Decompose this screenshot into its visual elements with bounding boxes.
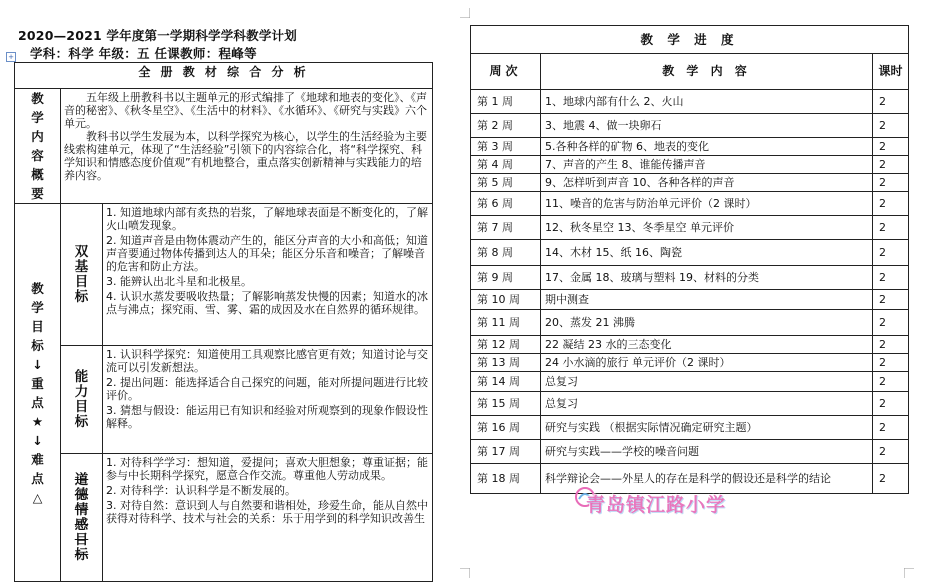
content-column-header: 教 学 内 容 — [541, 54, 873, 90]
ability-goals-text — [103, 346, 433, 454]
hours-cell: 2 — [873, 290, 909, 310]
goal-item: 2. 知道声音是由物体震动产生的，能区分声音的大小和高低；知道声音要通过物体传播到达人的耳朵；能区分乐音和噪音；了解噪音的危害和防止方法。 — [106, 234, 428, 273]
basic-goals-text — [103, 204, 433, 346]
content-cell: 研究与实践——学校的噪音问题 — [541, 440, 873, 464]
label-char: 容 — [31, 148, 44, 163]
week-cell: 第 13 周 — [471, 354, 541, 372]
label-char: 内 — [31, 129, 44, 144]
label-char: 学 — [31, 299, 44, 315]
week-cell: 第 14 周 — [471, 372, 541, 392]
schedule-row — [471, 240, 909, 266]
crop-mark-icon — [460, 8, 470, 18]
hours-column-header: 课时 — [873, 54, 909, 90]
hours-cell: 2 — [873, 310, 909, 336]
week-cell: 第 10 周 — [471, 290, 541, 310]
goals-label — [15, 204, 61, 582]
week-cell: 第 4 周 — [471, 156, 541, 174]
goal-item: 1. 对待科学学习：想知道，爱提问；喜欢大胆想象；尊重证据；能参与中长期科学探究，愿意合作交流。尊重他人劳动成果。 — [106, 456, 428, 482]
schedule-row — [471, 464, 909, 494]
summary-paragraph-1: 五年级上册教科书以主题单元的形式编排了《地球和地表的变化》、《声音的秘密》、《秋冬星空》、《生活中的材料》、《水循环》、《研究与实践》六个单元。 — [64, 91, 427, 130]
schedule-row — [471, 174, 909, 192]
content-cell: 1、地球内部有什么 2、火山 — [541, 90, 873, 114]
goal-item: 3. 能辨认出北斗星和北极星。 — [106, 275, 252, 288]
crop-mark-icon — [904, 568, 914, 578]
content-cell: 研究与实践 （根据实际情况确定研究主题） — [541, 416, 873, 440]
label-char: 双 — [74, 243, 89, 260]
hours-cell: 2 — [873, 372, 909, 392]
content-cell: 7、声音的产生 8、谁能传播声音 — [541, 156, 873, 174]
label-char: 目 — [74, 531, 89, 548]
goal-item: 1. 知道地球内部有炙热的岩浆，了解地球表面是不断变化的，了解火山喷发现象。 — [106, 206, 428, 232]
content-cell: 14、木材 15、纸 16、陶瓷 — [541, 240, 873, 266]
label-char: 点 — [31, 470, 44, 486]
schedule-row — [471, 156, 909, 174]
label-char: 感 — [74, 516, 89, 533]
hours-cell: 2 — [873, 114, 909, 138]
label-char: 难 — [31, 451, 44, 467]
label-char: 力 — [74, 383, 89, 400]
week-cell: 第 15 周 — [471, 392, 541, 416]
content-cell: 期中测查 — [541, 290, 873, 310]
week-cell: 第 2 周 — [471, 114, 541, 138]
week-column-header: 周次 — [471, 54, 541, 90]
content-cell: 22 凝结 23 水的三态变化 — [541, 336, 873, 354]
hours-cell: 2 — [873, 336, 909, 354]
label-char: 目 — [31, 318, 44, 334]
schedule-row — [471, 90, 909, 114]
schedule-row — [471, 354, 909, 372]
week-cell: 第 12 周 — [471, 336, 541, 354]
label-char: 教 — [31, 280, 44, 296]
schedule-row — [471, 372, 909, 392]
schedule-row — [471, 392, 909, 416]
moral-goals-text — [103, 454, 433, 582]
hours-cell: 2 — [873, 416, 909, 440]
summary-paragraph-2: 教科书以学生发展为本，以科学探究为核心，以学生的生活经验为主要线索构建单元，体现了“生活经验”引领下的内容综合化，将“科学探究、科学知识和情感态度价值观”有机地整合，重点落实创新精神与实践能力的培养内容。 — [64, 130, 427, 182]
plan-subtitle: 学科：科学 年级：五 任课教师：程峰等 — [30, 46, 257, 61]
hours-cell: 2 — [873, 464, 909, 494]
label-char: 目 — [74, 398, 89, 415]
schedule-row — [471, 440, 909, 464]
label-char: 目 — [74, 273, 89, 290]
analysis-table — [14, 62, 433, 582]
label-char: ↓ — [32, 432, 43, 448]
content-cell: 3、地震 4、做一块卵石 — [541, 114, 873, 138]
schedule-row — [471, 336, 909, 354]
goal-item: 4. 认识水蒸发要吸收热量；了解影响蒸发快慢的因素；知道水的冰点与沸点；探究雨、雪、雾、霜的成因及水在自然界的循环规律。 — [106, 290, 428, 316]
label-char: 能 — [74, 368, 89, 385]
content-cell: 12、秋冬星空 13、冬季星空 单元评价 — [541, 216, 873, 240]
week-cell: 第 8 周 — [471, 240, 541, 266]
label-char: 道 — [74, 471, 89, 488]
content-cell: 11、噪音的危害与防治单元评价（2 课时） — [541, 192, 873, 216]
hours-cell: 2 — [873, 266, 909, 290]
schedule-title: 教 学 进 度 — [471, 26, 909, 54]
week-cell: 第 6 周 — [471, 192, 541, 216]
week-cell: 第 16 周 — [471, 416, 541, 440]
schedule-row — [471, 266, 909, 290]
label-char: 概 — [31, 167, 44, 182]
moral-goals-label — [61, 454, 103, 582]
schedule-row — [471, 290, 909, 310]
basic-goals-label — [61, 204, 103, 346]
table-move-handle-icon[interactable]: + — [6, 52, 16, 62]
content-cell: 24 小水滴的旅行 单元评价（2 课时） — [541, 354, 873, 372]
goal-item: 2. 对待科学：认识科学是不断发展的。 — [106, 484, 296, 497]
week-cell: 第 3 周 — [471, 138, 541, 156]
school-watermark: 青岛镇江路小学 — [586, 494, 727, 516]
content-cell: 科学辩论会——外星人的存在是科学的假设还是科学的结论 — [541, 464, 873, 494]
week-cell: 第 1 周 — [471, 90, 541, 114]
week-cell: 第 11 周 — [471, 310, 541, 336]
label-char: ★ — [31, 413, 44, 429]
label-char: 重 — [31, 375, 44, 391]
schedule-row — [471, 192, 909, 216]
hours-cell: 2 — [873, 216, 909, 240]
analysis-section-title: 全 册 教 材 综 合 分 析 — [15, 63, 433, 89]
content-cell: 总复习 — [541, 372, 873, 392]
hours-cell: 2 — [873, 192, 909, 216]
content-cell: 20、蒸发 21 沸腾 — [541, 310, 873, 336]
label-char: 基 — [74, 258, 89, 275]
schedule-row — [471, 310, 909, 336]
schedule-table — [470, 25, 909, 494]
label-char: 标 — [74, 288, 89, 305]
content-cell: 9、怎样听到声音 10、各种各样的声音 — [541, 174, 873, 192]
plan-title: 2020—2021 学年度第一学期科学学科教学计划 — [18, 28, 297, 43]
hours-cell: 2 — [873, 392, 909, 416]
label-char: 标 — [31, 337, 44, 353]
week-cell: 第 9 周 — [471, 266, 541, 290]
label-char: △ — [32, 489, 43, 505]
content-cell: 5.各种各样的矿物 6、地表的变化 — [541, 138, 873, 156]
content-cell: 17、金属 18、玻璃与塑料 19、材料的分类 — [541, 266, 873, 290]
schedule-row — [471, 416, 909, 440]
label-char: 标 — [74, 546, 89, 563]
content-cell: 总复习 — [541, 392, 873, 416]
label-char: ↓ — [32, 356, 43, 372]
goal-item: 3. 猜想与假设：能运用已有知识和经验对所观察到的现象作假设性解释。 — [106, 404, 428, 430]
goal-item: 1. 认识科学探究：知道使用工具观察比感官更有效；知道讨论与交流可以引发新想法。 — [106, 348, 428, 374]
schedule-row — [471, 216, 909, 240]
label-char: 要 — [31, 186, 44, 201]
week-cell: 第 5 周 — [471, 174, 541, 192]
label-char: 教 — [31, 91, 44, 106]
summary-text — [61, 89, 433, 204]
hours-cell: 2 — [873, 156, 909, 174]
label-char: 学 — [31, 110, 44, 125]
hours-cell: 2 — [873, 90, 909, 114]
label-char: 情 — [74, 501, 89, 518]
week-cell: 第 7 周 — [471, 216, 541, 240]
goal-item: 2. 提出问题：能选择适合自己探究的问题，能对所提问题进行比较评价。 — [106, 376, 428, 402]
crop-mark-icon — [460, 568, 470, 578]
hours-cell: 2 — [873, 240, 909, 266]
label-char: 德 — [74, 486, 89, 503]
hours-cell: 2 — [873, 440, 909, 464]
ability-goals-label — [61, 346, 103, 454]
summary-label — [15, 89, 61, 204]
hours-cell: 2 — [873, 354, 909, 372]
week-cell: 第 18 周 — [471, 464, 541, 494]
week-cell: 第 17 周 — [471, 440, 541, 464]
schedule-row — [471, 138, 909, 156]
hours-cell: 2 — [873, 138, 909, 156]
label-char: 点 — [31, 394, 44, 410]
goal-item: 3. 对待自然：意识到人与自然要和谐相处，珍爱生命，能从自然中获得对待科学、技术与社会的关系：乐于用学到的科学知识改善生 — [106, 499, 428, 525]
schedule-row — [471, 114, 909, 138]
hours-cell: 2 — [873, 174, 909, 192]
label-char: 标 — [74, 413, 89, 430]
